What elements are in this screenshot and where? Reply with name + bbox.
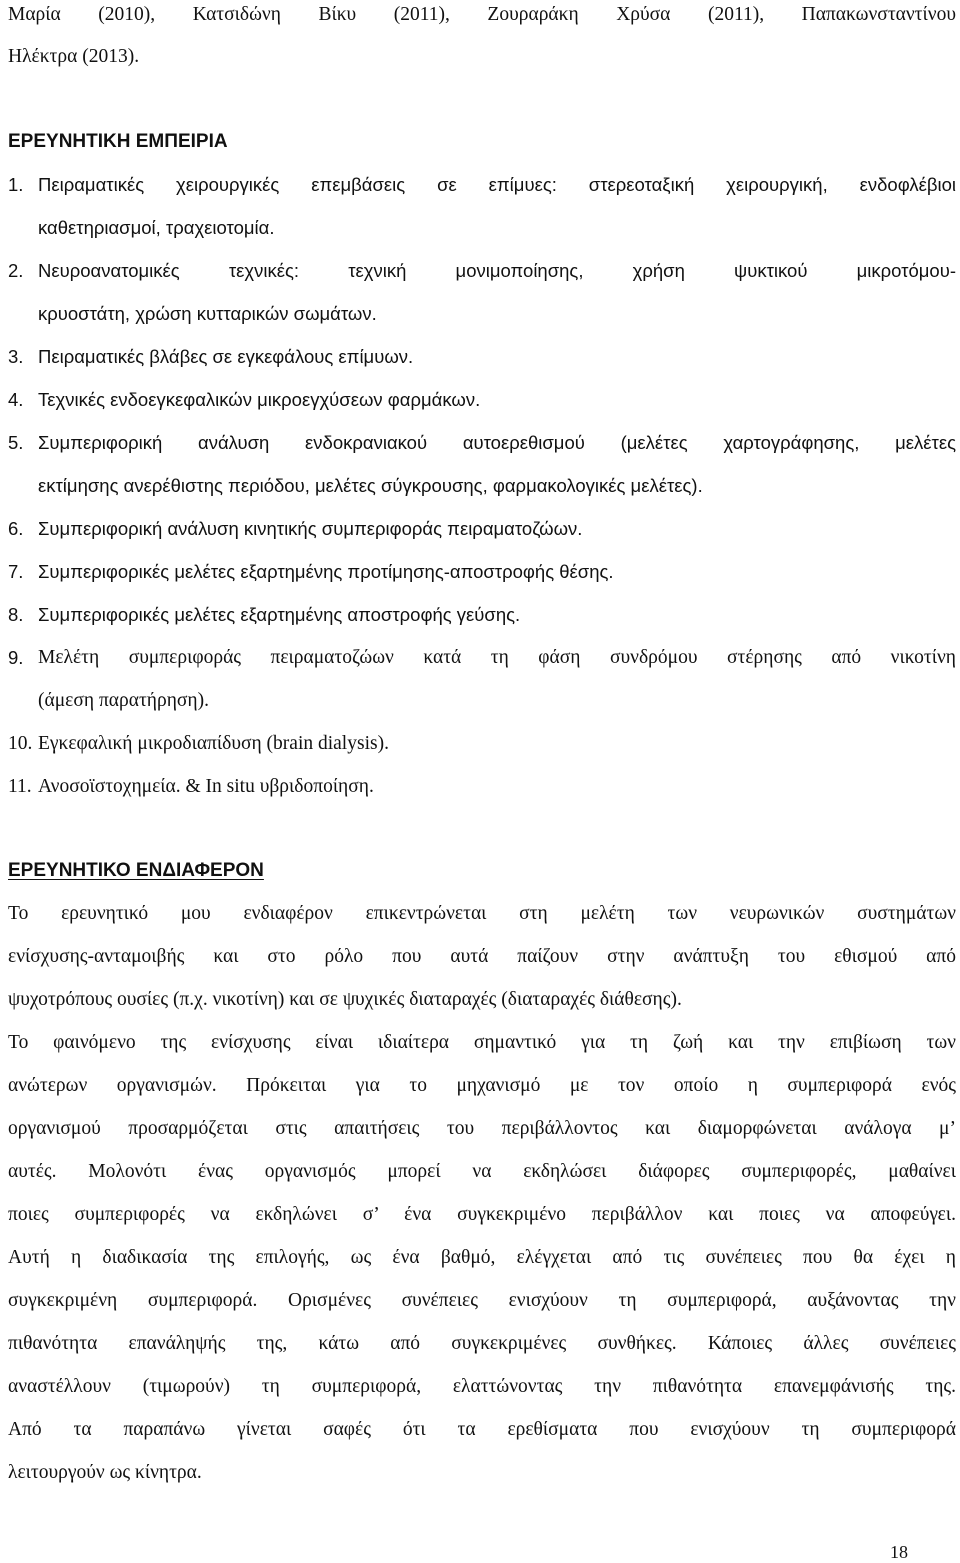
item-number: 3.	[8, 346, 24, 367]
item-text-line-2: εκτίμησης ανερέθιστης περιόδου, μελέτες σύγκρουσης, φαρμακολογικές μελέτες).	[38, 475, 703, 496]
intro-line-2: Ηλέκτρα (2013).	[8, 46, 140, 67]
item-text-line-1: Συμπεριφορικές μελέτες εξαρτημένης προτίμησης-αποστροφής θέσης.	[38, 561, 614, 582]
item-number: 4.	[8, 389, 24, 410]
paragraph-line: Από τα παραπάνω γίνεται σαφές ότι τα ερεθίσματα που ενισχύουν τη συμπεριφορά	[8, 1419, 956, 1440]
paragraph-line: αναστέλλουν (τιμωρούν) τη συμπεριφορά, ελαττώνοντας την πιθανότητα επανεμφάνισής της.	[8, 1376, 956, 1397]
item-text-line-1: Συμπεριφορική ανάλυση ενδοκρανιακού αυτοερεθισμού (μελέτες χαρτογράφησης, μελέτες	[38, 432, 956, 453]
paragraph-line: ψυχοτρόπους ουσίες (π.χ. νικοτίνη) και σε ψυχικές διαταραχές (διαταραχές διάθεσης).	[8, 989, 682, 1010]
paragraph-line: ενίσχυσης-ανταμοιβής και στο ρόλο που αυτά παίζουν στην ανάπτυξη του εθισμού από	[8, 946, 956, 967]
item-text-line-1: Συμπεριφορικές μελέτες εξαρτημένης αποστροφής γεύσης.	[38, 604, 521, 625]
item-number: 9.	[8, 647, 24, 668]
item-number: 11.	[8, 776, 32, 797]
item-text-line-2: καθετηριασμοί, τραχειοτομία.	[38, 217, 275, 238]
item-text-line-2: (άμεση παρατήρηση).	[38, 690, 209, 711]
paragraph-line: Αυτή η διαδικασία της επιλογής, ως ένα βαθμό, ελέγχεται από τις συνέπειες που θα έχει η	[8, 1247, 956, 1268]
item-text-line-2: κρυοστάτη, χρώση κυτταρικών σωμάτων.	[38, 303, 377, 324]
item-text-line-1: Ανοσοϊστοχημεία. & In situ υβριδοποίηση.	[38, 776, 374, 797]
item-text-line-1: Πειραματικές βλάβες σε εγκεφάλους επίμυων.	[38, 346, 414, 367]
paragraph-line: Το ερευνητικό μου ενδιαφέρον επικεντρώνεται στη μελέτη των νευρωνικών συστημάτων	[8, 903, 956, 924]
item-number: 2.	[8, 260, 24, 281]
item-text-line-1: Εγκεφαλική μικροδιαπίδυση (brain dialysis).	[38, 733, 389, 754]
paragraph-line: συγκεκριμένη συμπεριφορά. Ορισμένες συνέπειες ενισχύουν τη συμπεριφορά, αυξάνοντας την	[8, 1290, 956, 1311]
item-number: 1.	[8, 174, 24, 195]
experience-heading: ΕΡΕΥΝΗΤΙΚΗ ΕΜΠΕΙΡΙΑ	[8, 131, 228, 152]
item-text-line-1: Πειραματικές χειρουργικές επεμβάσεις σε επίμυες: στερεοταξική χειρουργική, ενδοφλέβιοι	[38, 174, 956, 195]
paragraph-line: αυτές. Μολονότι ένας οργανισμός μπορεί να εκδηλώσει διάφορες συμπεριφορές, μαθαίνει	[8, 1161, 956, 1182]
paragraph-line: πιθανότητα επανάληψής της, κάτω από συγκεκριμένες συνθήκες. Κάποιες άλλες συνέπειες	[8, 1333, 956, 1354]
item-number: 8.	[8, 604, 24, 625]
interest-heading: ΕΡΕΥΝΗΤΙΚΟ ΕΝΔΙΑΦΕΡΟΝ	[8, 860, 264, 881]
item-text-line-1: Μελέτη συμπεριφοράς πειραματοζώων κατά τη φάση συνδρόμου στέρησης από νικοτίνη	[38, 647, 956, 668]
paragraph-line: Το φαινόμενο της ενίσχυσης είναι ιδιαίτερα σημαντικό για τη ζωή και την επιβίωση των	[8, 1032, 956, 1053]
item-number: 5.	[8, 432, 24, 453]
paragraph-line: λειτουργούν ως κίνητρα.	[8, 1462, 202, 1483]
item-number: 6.	[8, 518, 24, 539]
item-text-line-1: Τεχνικές ενδοεγκεφαλικών μικροεγχύσεων φαρμάκων.	[38, 389, 481, 410]
item-text-line-1: Νευροανατομικές τεχνικές: τεχνική μονιμοποίησης, χρήση ψυκτικού μικροτόμου-	[38, 260, 956, 281]
page-number: 18	[890, 1542, 908, 1562]
intro-line-1: Μαρία (2010), Κατσιδώνη Βίκυ (2011), Ζουραράκη Χρύσα (2011), Παπακωνσταντίνου	[8, 4, 956, 25]
item-text-line-1: Συμπεριφορική ανάλυση κινητικής συμπεριφοράς πειραματοζώων.	[38, 518, 583, 539]
item-number: 10.	[8, 733, 33, 754]
paragraph-line: ανώτερων οργανισμών. Πρόκειται για το μηχανισμό με τον οποίο η συμπεριφορά ενός	[8, 1075, 956, 1096]
paragraph-line: ποιες συμπεριφορές να εκδηλώνει σ’ ένα συγκεκριμένο περιβάλλον και ποιες να αποφεύγει.	[8, 1204, 956, 1225]
item-number: 7.	[8, 561, 24, 582]
paragraph-line: οργανισμού προσαρμόζεται στις απαιτήσεις του περιβάλλοντος και διαμορφώνεται ανάλογα μ’	[8, 1118, 956, 1139]
